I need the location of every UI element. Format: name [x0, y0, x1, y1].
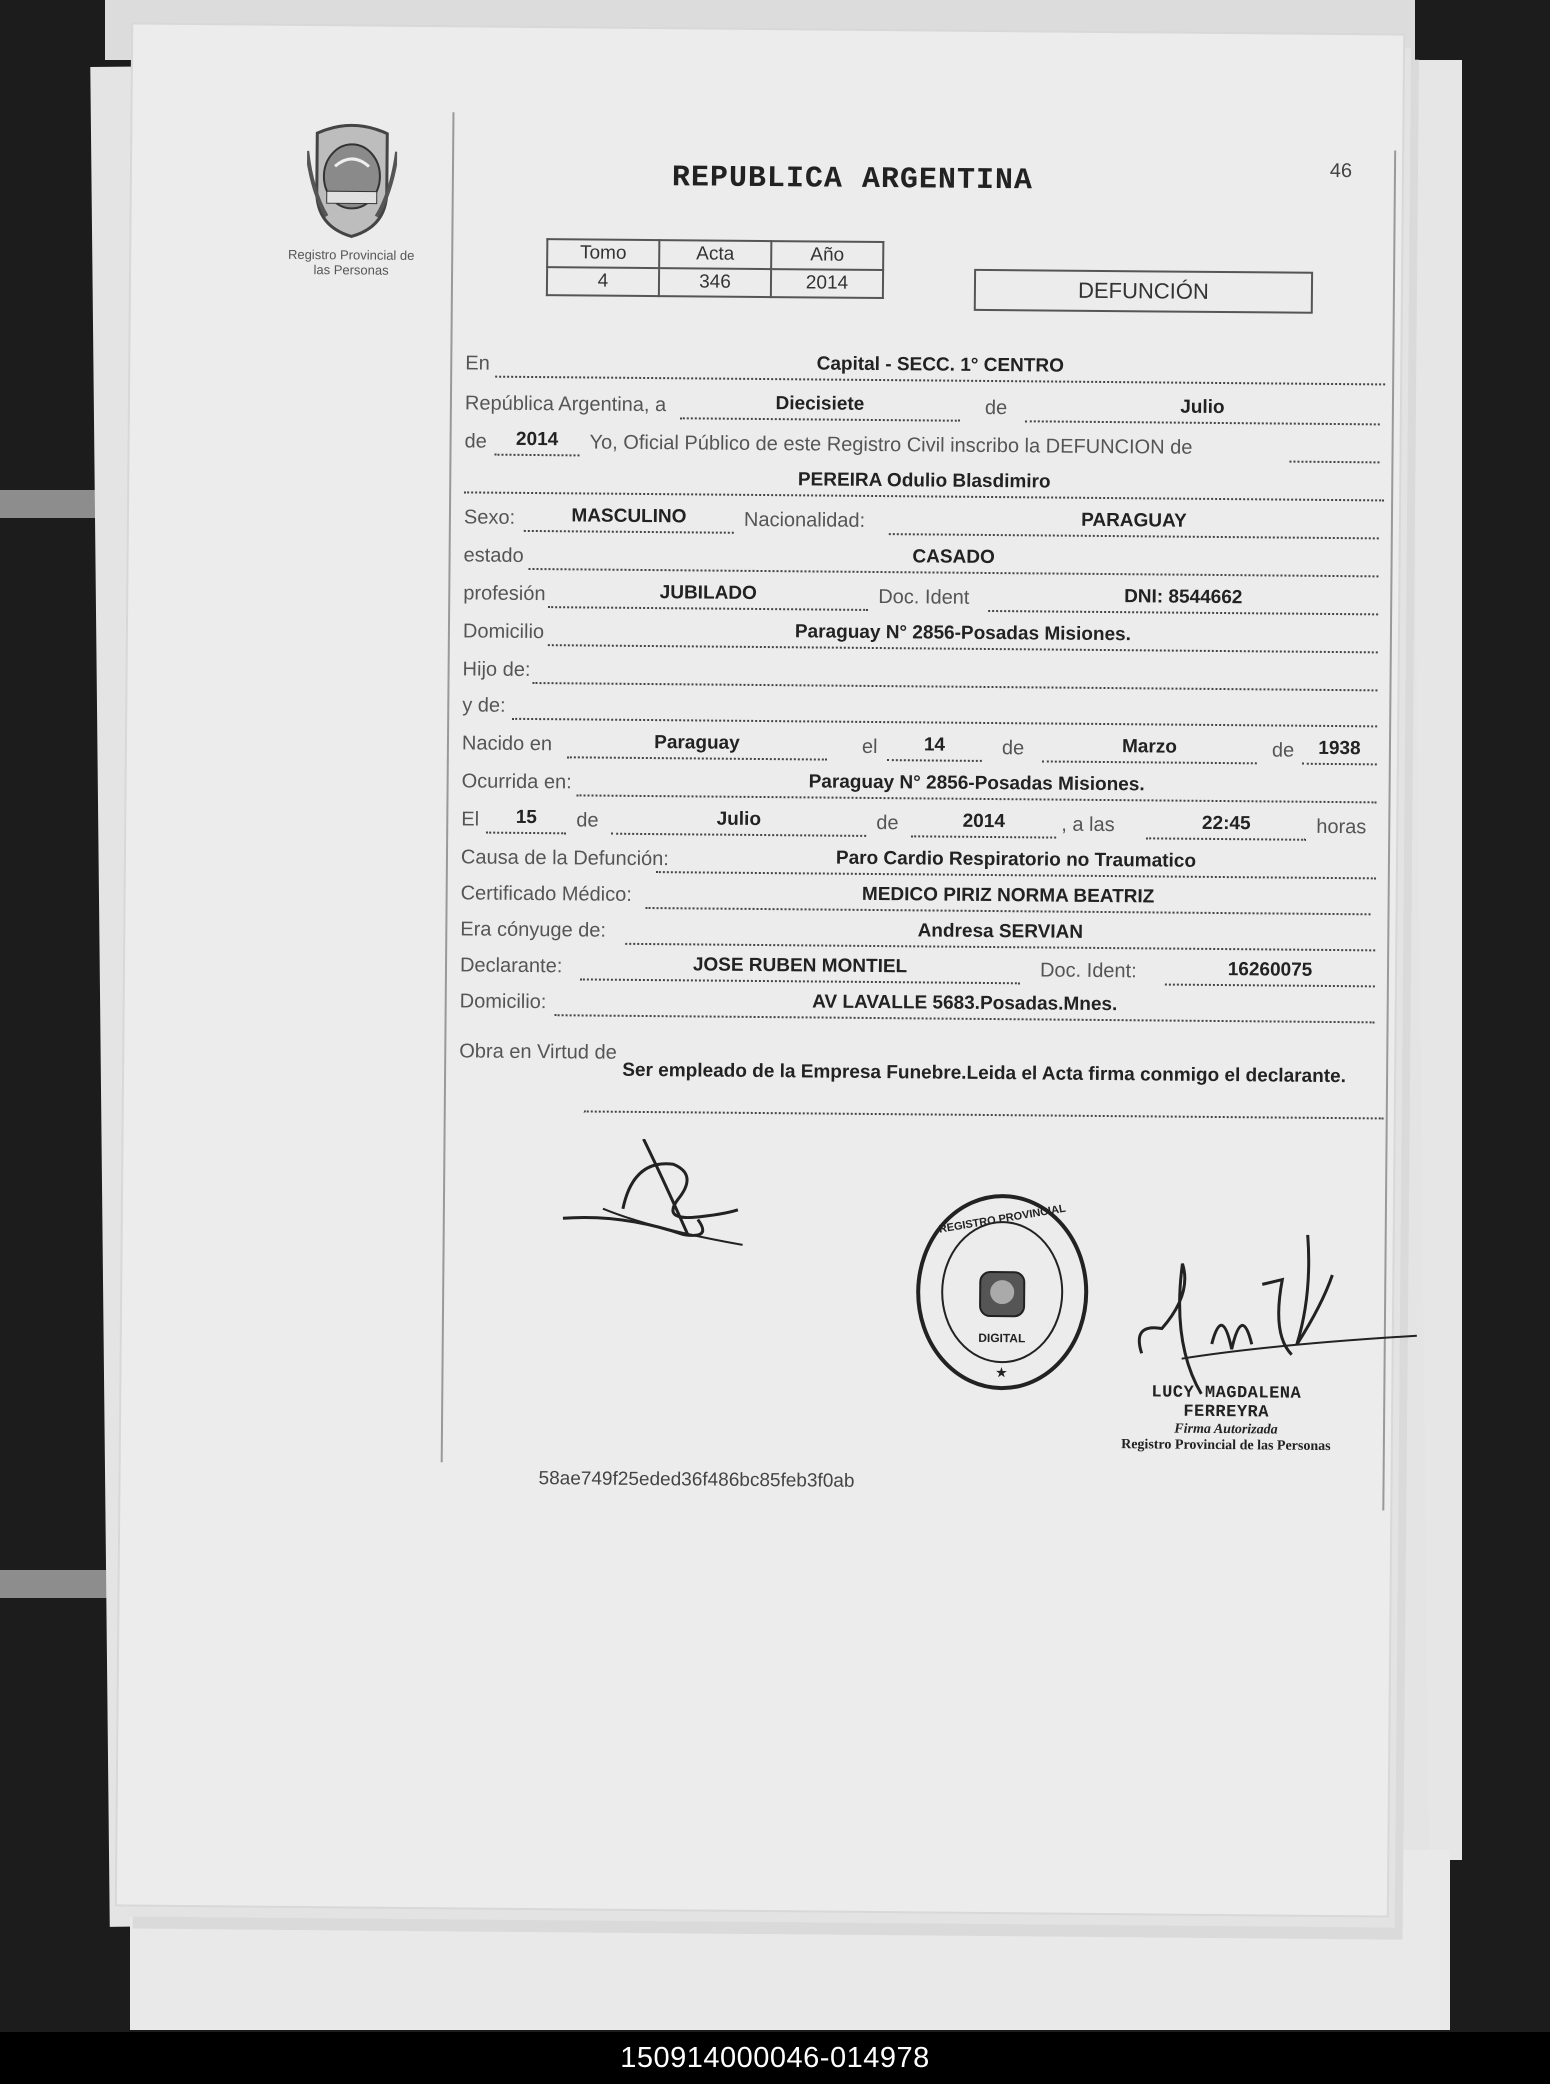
- day-written-value: Diecisiete: [680, 389, 960, 421]
- record-table-header-row: [547, 239, 883, 270]
- row-full-name: [459, 463, 1379, 505]
- obra-label: Obra en Virtud de: [459, 1040, 617, 1064]
- row-certificado: [456, 877, 1376, 919]
- doc-ident-label: Doc. Ident: [878, 586, 970, 609]
- nacido-label: Nacido en: [461, 732, 553, 756]
- horas-label: horas: [1316, 815, 1367, 839]
- nacionalidad-label: Nacionalidad:: [743, 508, 866, 532]
- domicilio-label: Domicilio: [462, 620, 545, 644]
- death-year-value: 2014: [911, 807, 1056, 838]
- document-title: REPUBLICA ARGENTINA: [671, 161, 1034, 199]
- declarant-signature-icon: [562, 1138, 753, 1260]
- emblem-caption-line: Registro Provincial de: [287, 246, 415, 263]
- nacido-value: Paraguay: [567, 728, 827, 760]
- month-value: Julio: [1025, 392, 1380, 425]
- acta-value: 346: [659, 268, 771, 297]
- alas-label: , a las: [1061, 813, 1115, 837]
- decl-domicilio-label: Domicilio:: [459, 990, 547, 1014]
- acta-header: Acta: [659, 240, 771, 269]
- de-label: de: [984, 396, 1008, 420]
- de-label: de: [464, 430, 487, 453]
- republica-label: República Argentina, a: [464, 392, 667, 417]
- ocurrida-value: Paraguay N° 2856-Posadas Misiones.: [577, 766, 1377, 803]
- anio-value: 2014: [771, 269, 883, 298]
- row-hijo: [457, 653, 1377, 695]
- estado-label: estado: [463, 544, 524, 567]
- official-seal-icon: [911, 1191, 1093, 1393]
- tomo-value: 4: [547, 267, 659, 296]
- certificado-label: Certificado Médico:: [460, 882, 632, 906]
- inscribo-text: Yo, Oficial Público de este Registro Civil inscribo la DEFUNCION de: [589, 431, 1193, 459]
- yde-label: y de:: [462, 694, 506, 717]
- sexo-value: MASCULINO: [524, 502, 734, 534]
- row-causa: [456, 841, 1376, 883]
- decl-domicilio-value: AV LAVALLE 5683.Posadas.Mnes.: [555, 986, 1375, 1023]
- row-fecha-defuncion: [456, 803, 1376, 845]
- obra-value: Ser empleado de la Empresa Funebre.Leida el Acta firma conmigo el declarante.: [622, 1059, 1347, 1088]
- record-type-box: DEFUNCIÓN: [974, 269, 1313, 314]
- row-republica: [460, 387, 1380, 429]
- birth-month-value: Marzo: [1042, 732, 1257, 764]
- inscribo-blank: [1289, 433, 1379, 464]
- record-table: [546, 238, 884, 299]
- svg-text:REGISTRO PROVINCIAL: REGISTRO PROVINCIAL: [938, 1202, 1067, 1236]
- row-profesion: [458, 577, 1378, 619]
- el-label: El: [461, 808, 480, 831]
- hijo-value: [532, 654, 1377, 691]
- emblem-caption: [276, 247, 426, 278]
- decl-doc-label: Doc. Ident:: [1039, 959, 1137, 983]
- scan-id-footer: 150914000046-014978: [0, 2032, 1550, 2084]
- decl-doc-value: 16260075: [1165, 956, 1375, 988]
- birth-year-value: 1938: [1302, 735, 1377, 766]
- declarante-label: Declarante:: [459, 954, 563, 978]
- profesion-value: JUBILADO: [548, 578, 868, 611]
- el-label: el: [861, 735, 878, 759]
- declarante-value: JOSE RUBEN MONTIEL: [580, 950, 1020, 984]
- ocurrida-label: Ocurrida en:: [461, 770, 572, 794]
- authorized-signature-icon: [1121, 1233, 1422, 1406]
- death-day-value: 15: [486, 804, 566, 835]
- estado-value: CASADO: [528, 540, 1378, 577]
- causa-label: Causa de la Defunción:: [460, 846, 669, 871]
- conyuge-label: Era cónyuge de:: [460, 918, 607, 942]
- record-table-value-row: [547, 267, 883, 298]
- row-year-inscribo: [459, 425, 1379, 467]
- document-hash: 58ae749f25eded36f486bc85feb3f0ab: [538, 1468, 855, 1492]
- misiones-coat-of-arms-icon: [306, 121, 397, 242]
- emblem-caption-line: las Personas: [313, 262, 389, 278]
- sexo-label: Sexo:: [463, 506, 516, 529]
- death-month-value: Julio: [611, 805, 866, 837]
- row-decl-domicilio: [455, 985, 1375, 1027]
- signer-org: Registro Provincial de las Personas: [1121, 1437, 1331, 1454]
- certificado-value: MEDICO PIRIZ NORMA BEATRIZ: [646, 879, 1371, 915]
- row-yde: [457, 689, 1377, 731]
- hijo-label: Hijo de:: [462, 658, 531, 681]
- de-label: de: [576, 809, 599, 832]
- yde-value: [512, 690, 1377, 728]
- row-declarante: [455, 949, 1375, 991]
- profesion-label: profesión: [463, 582, 546, 606]
- row-conyuge: [455, 913, 1375, 955]
- row-estado: [458, 539, 1378, 581]
- tomo-header: Tomo: [547, 239, 659, 268]
- de-label: de: [1001, 737, 1025, 760]
- page-number: 46: [1329, 159, 1353, 183]
- signer-name: LUCY MAGDALENA FERREYRA: [1151, 1383, 1302, 1423]
- left-margin-rule: [441, 112, 455, 1462]
- birth-day-value: 14: [887, 731, 982, 762]
- en-label: En: [465, 352, 490, 375]
- signer-role: Firma Autorizada: [1174, 1421, 1278, 1438]
- anio-header: Año: [771, 241, 883, 270]
- row-domicilio: [458, 615, 1378, 657]
- en-value: Capital - SECC. 1° CENTRO: [495, 348, 1385, 386]
- death-time-value: 22:45: [1146, 809, 1306, 840]
- domicilio-value: Paraguay N° 2856-Posadas Misiones.: [548, 616, 1378, 653]
- deceased-name-value: PEREIRA Odulio Blasdimiro: [464, 463, 1384, 501]
- row-en: [460, 347, 1380, 389]
- row-ocurrida: [456, 765, 1376, 807]
- de-label: de: [876, 812, 899, 835]
- svg-text:DIGITAL: DIGITAL: [978, 1330, 1026, 1346]
- year-value: 2014: [494, 426, 579, 457]
- nacionalidad-value: PARAGUAY: [889, 505, 1379, 539]
- causa-value: Paro Cardio Respiratorio no Traumatico: [656, 843, 1376, 879]
- doc-ident-value: DNI: 8544662: [988, 582, 1378, 615]
- signer-block: [1106, 1383, 1347, 1455]
- svg-text:★: ★: [995, 1364, 1008, 1381]
- row-sexo: [459, 501, 1379, 543]
- obra-underline: [584, 1110, 1384, 1119]
- conyuge-value: Andresa SERVIAN: [625, 915, 1375, 952]
- row-nacido: [457, 727, 1377, 769]
- province-emblem: [276, 121, 427, 278]
- death-certificate-page: [117, 24, 1403, 1915]
- de-label: de: [1271, 739, 1295, 762]
